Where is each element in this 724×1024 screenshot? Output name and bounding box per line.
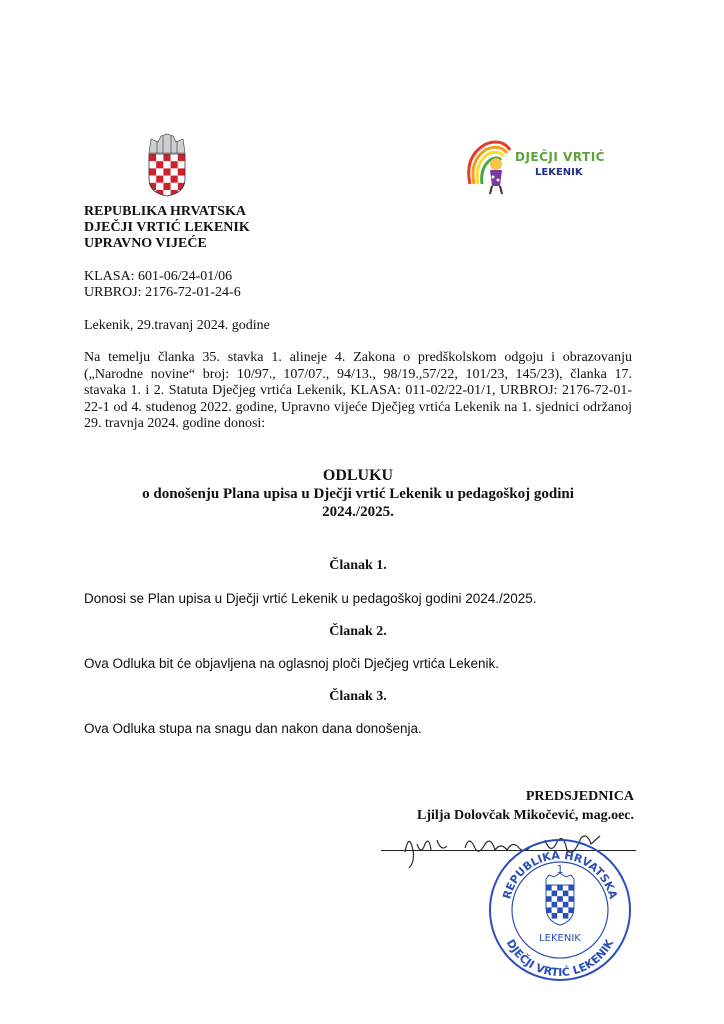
article-3-text: Ova Odluka stupa na snagu dan nakon dana donošenja. [84,721,422,736]
article-3-heading: Članak 3. [329,689,387,704]
title-line-2: o donošenju Plana upisa u Dječji vrtić Lekenik u pedagoškoj godini [142,486,574,502]
document-header [84,204,250,252]
decision-title [84,467,632,521]
stamp-number: 1 [556,863,564,876]
urbroj-line: URBROJ: 2176-72-01-24-6 [84,285,241,300]
official-stamp [487,837,633,983]
article-1-text: Donosi se Plan upisa u Dječji vrtić Lekenik u pedagoškoj godini 2024./2025. [84,591,537,606]
stamp-top-text: REPUBLIKA HRVATSKA [500,848,620,901]
logo-title: DJEČJI VRTIĆ [515,150,605,164]
document-meta [84,269,241,301]
intro-paragraph: Na temelju članka 35. stavka 1. alineje 4. Zakona o predškolskom odgoju i obrazovanju („Narodne novine“ broj: 10/97., 107/07., 94/13., 98/19.,57/22, 101/23, 145/23), članka 17. stavaka 1. i 2. Statuta Dječjeg vrtića Lekenik, KLASA: 011-02/22-01/1, URBROJ: 2176-72-01-22-1 od 4. studenog 2022. godine, Upravno vijeće Dječjeg vrtića Lekenik na 1. sjednici održanoj 29. travnja 2024. godine donosi: [84,350,632,432]
klasa-line: KLASA: 601-06/24-01/06 [84,269,233,284]
article-2-heading: Članak 2. [329,624,387,639]
stamp-coat-of-arms-icon [546,873,574,925]
title-line-3: 2024./2025. [322,504,394,520]
kindergarten-logo-icon [462,136,514,196]
article-2-text: Ova Odluka bit će objavljena na oglasnoj ploči Dječjeg vrtića Lekenik. [84,656,499,671]
article-1-heading: Članak 1. [329,558,387,573]
logo-subtitle: LEKENIK [535,167,583,178]
signatory-title: PREDSJEDNICA [525,789,634,804]
stamp-middle-text: LEKENIK [539,933,581,944]
header-line-council: UPRAVNO VIJEĆE [84,236,207,251]
header-line-republic: REPUBLIKA HRVATSKA [84,204,246,219]
signatory-name: Ljilja Dolovčak Mikočević, mag.oec. [417,808,634,823]
title-line-1: ODLUKU [322,467,394,484]
stamp-bottom-text: DJEČJI VRTIĆ LEKENIK [503,937,617,980]
kindergarten-logo [462,136,622,196]
header-line-institution: DJEČJI VRTIĆ LEKENIK [84,220,250,235]
document-date: Lekenik, 29.travanj 2024. godine [84,318,270,333]
croatian-coat-of-arms-icon [147,133,187,197]
